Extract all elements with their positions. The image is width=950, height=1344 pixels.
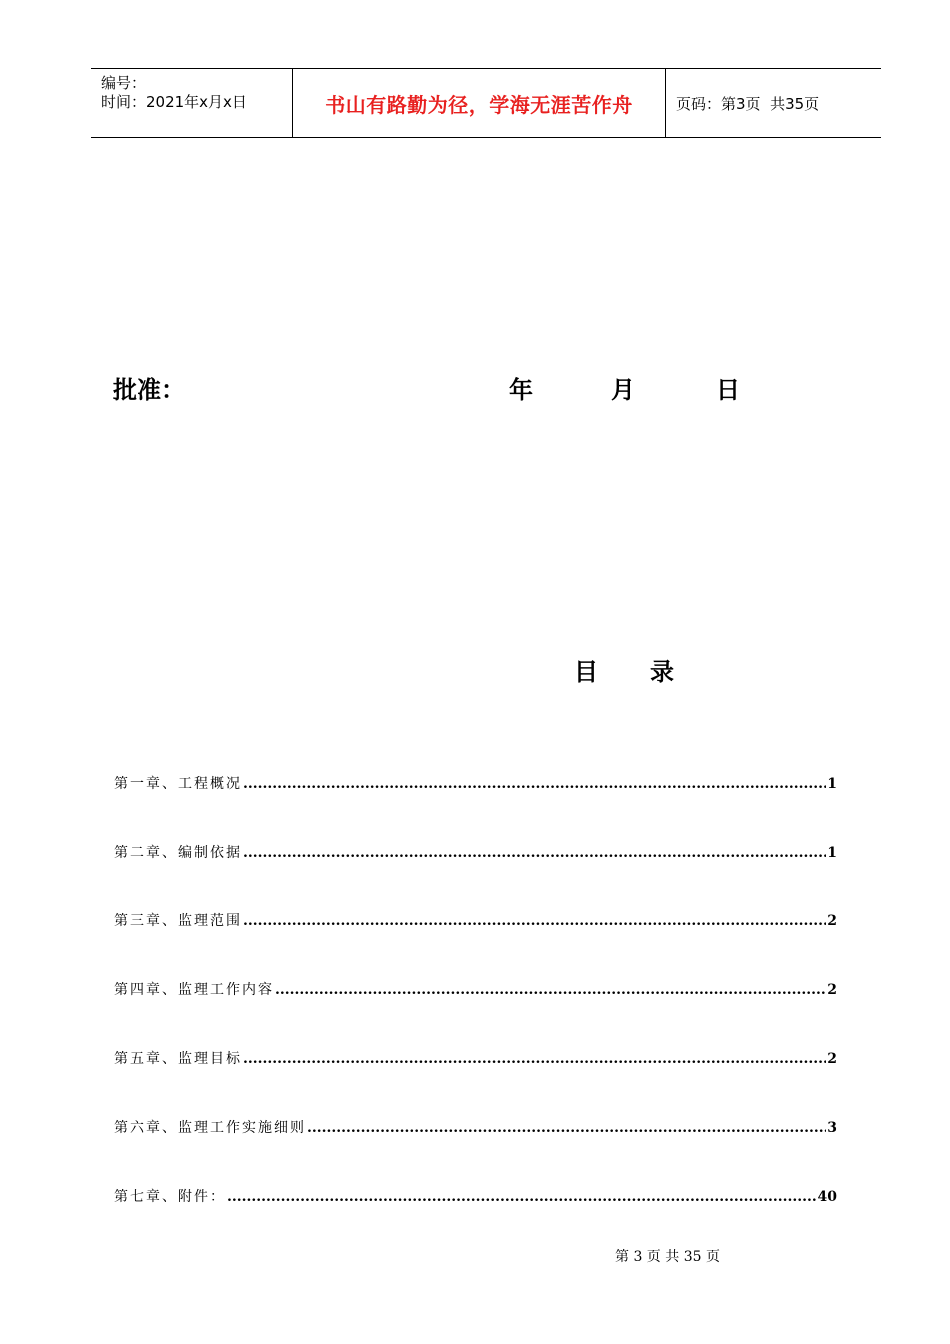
toc-title-2: 录 [650, 658, 674, 686]
header-motto-cell [293, 69, 666, 137]
toc-entry-page: 3 [827, 1120, 837, 1136]
toc-entry[interactable] [114, 773, 837, 795]
header-table [91, 68, 881, 138]
toc-entry[interactable] [114, 1117, 837, 1139]
toc-entry-title: 第二章、编制依据 [114, 845, 242, 861]
approval-label: 批准： [113, 376, 185, 404]
header-meta-cell [91, 69, 293, 137]
time-label: 时间：2021年x月x日 [101, 93, 247, 111]
toc-leader-dots [243, 776, 826, 792]
toc-leader-dots [243, 845, 826, 861]
toc-entry-title: 第七章、附件： [114, 1189, 226, 1205]
footer-page-number: 第 3 页 共 35 页 [615, 1249, 720, 1265]
toc-entry-page: 2 [827, 913, 837, 929]
toc-title-1: 目 [574, 658, 598, 686]
toc-entry-page: 2 [827, 982, 837, 998]
approval-year: 年 [509, 376, 533, 404]
toc-entry-title: 第三章、监理范围 [114, 913, 242, 929]
toc-entry-title: 第六章、监理工作实施细则 [114, 1120, 306, 1136]
toc-entry-title: 第五章、监理目标 [114, 1051, 242, 1067]
toc-leader-dots [307, 1120, 826, 1136]
toc-entry[interactable] [114, 910, 837, 932]
page-info: 页码：第3页 共35页 [676, 94, 820, 113]
toc-entry-title: 第一章、工程概况 [114, 776, 242, 792]
approval-day: 日 [716, 376, 740, 404]
toc-entry-page: 40 [817, 1189, 837, 1205]
toc-leader-dots [243, 913, 826, 929]
toc-entry-page: 2 [827, 1051, 837, 1067]
toc-leader-dots [227, 1189, 817, 1205]
toc-leader-dots [275, 982, 826, 998]
toc-entry-title: 第四章、监理工作内容 [114, 982, 274, 998]
toc-entry[interactable] [114, 979, 837, 1001]
toc-entry[interactable] [114, 1186, 837, 1208]
code-label: 编号： [101, 74, 147, 92]
toc-entry-page: 1 [827, 776, 837, 792]
toc-leader-dots [243, 1051, 826, 1067]
toc-entry[interactable] [114, 842, 837, 864]
toc-entry[interactable] [114, 1048, 837, 1070]
header-page-cell [666, 69, 881, 137]
approval-month: 月 [611, 376, 635, 404]
toc-entry-page: 1 [827, 845, 837, 861]
motto: 书山有路勤为径，学海无涯苦作舟 [325, 92, 633, 117]
